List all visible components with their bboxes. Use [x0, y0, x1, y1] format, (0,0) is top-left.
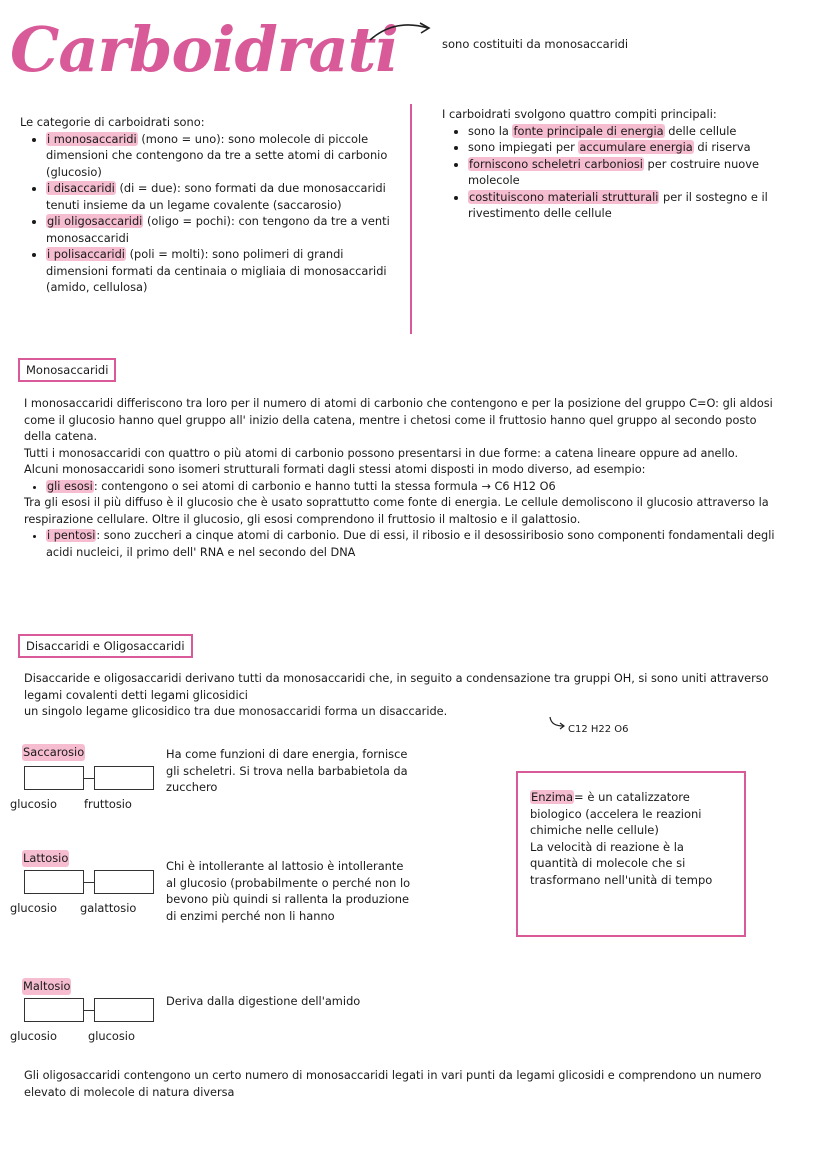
monosaccharide-box — [24, 998, 84, 1022]
disaccaride-formula: C12 H22 O6 — [568, 724, 629, 735]
sugar-label-left: glucosio — [10, 797, 57, 811]
arrow-right-icon — [368, 20, 438, 50]
functions-list — [442, 123, 782, 222]
categories-intro: Le categorie di carboidrati sono: — [20, 115, 205, 129]
sugar-description: Ha come funzioni di dare energia, fornisce gli scheletri. Si trova nella barbabietola da zucchero — [166, 747, 408, 794]
divider — [410, 104, 412, 334]
monosaccaridi-body — [24, 396, 784, 561]
list-item: • i monosaccaridi (mono = uno): sono molecole di piccole dimensioni che contengono da tre a sette atomi di carbonio (glucosio) — [46, 131, 400, 181]
categories-list — [20, 131, 400, 296]
sugar-label-right: glucosio — [88, 1029, 135, 1043]
sugar-name: Lattosio — [23, 851, 69, 865]
list-item: • sono la fonte principale di energia delle cellule — [468, 123, 782, 140]
glycosidic-bond — [84, 1010, 94, 1011]
disaccaridi-body — [24, 671, 784, 721]
footer-paragraph: Gli oligosaccaridi contengono un certo numero di monosaccaridi legati in vari punti da legami glicosidi e comprendono un numero elevato di molecole di natura diversa — [24, 1069, 762, 1099]
sugar-label-right: galattosio — [80, 901, 137, 915]
enzyme-note — [516, 771, 746, 937]
esosi-list — [24, 479, 784, 496]
list-item: • gli esosi: contengono o sei atomi di carbonio e hanno tutti la stessa formula → C6 H12 O6 — [46, 479, 784, 496]
glycosidic-bond — [84, 778, 94, 779]
list-item: • forniscono scheletri carboniosi per costruire nuove molecole — [468, 156, 782, 189]
functions-section — [442, 106, 782, 222]
paragraph: un singolo legame glicosidico tra due monosaccaridi forma un disaccaride. — [24, 705, 448, 718]
paragraph: Disaccaride e oligosaccaridi derivano tutti da monosaccaridi che, in seguito a condensazione tra gruppi OH, si sono uniti attraverso legami covalenti detti legami glicosidici — [24, 672, 769, 702]
pentosi-list — [24, 528, 784, 561]
sugar-label-left: glucosio — [10, 901, 57, 915]
paragraph: Tra gli esosi il più diffuso è il glucosio che è usato soprattutto come fonte di energia. Le cellule demoliscono il glucosio attraverso la respirazione cellulare. Oltre il glucosio, gli esosi comprendono il fruttosio il maltosio e il galattosio. — [24, 496, 769, 526]
molecule-diagram — [24, 870, 154, 894]
glycosidic-bond — [84, 882, 94, 883]
sugar-name: Saccarosio — [23, 745, 85, 759]
paragraph: I monosaccaridi differiscono tra loro per il numero di atomi di carbonio che contengono e per la posizione del gruppo C=O: gli aldosi come il glucosio hanno quel gruppo all' inizio della catena, mentre i chetosi come il fruttosio hanno quel gruppo al secondo posto della catena. — [24, 397, 773, 443]
list-item: • costituiscono materiali strutturali per il sostegno e il rivestimento delle cellule — [468, 189, 782, 222]
paragraph: Alcuni monosaccaridi sono isomeri strutturali formati dagli stessi atomi disposti in modo diverso, ad esempio: — [24, 463, 646, 476]
monosaccharide-box — [94, 766, 154, 790]
enzyme-definition: Enzima= è un catalizzatore biologico (accelera le reazioni chimiche nelle cellule) — [530, 790, 702, 837]
section-heading-monosaccaridi: Monosaccaridi — [18, 358, 116, 382]
list-item: • i pentosi: sono zuccheri a cinque atomi di carbonio. Due di essi, il ribosio e il desossiribosio sono componenti fondamentali degli acidi nucleici, il primo dell' RNA e nel secondo del DNA — [46, 528, 784, 561]
sugar-label-left: glucosio — [10, 1029, 57, 1043]
page-title: Carboidrati — [10, 13, 398, 86]
monosaccharide-box — [24, 766, 84, 790]
list-item: • i polisaccaridi (poli = molti): sono polimeri di grandi dimensioni formati da centinaia o migliaia di monosaccaridi (amido, cellulosa) — [46, 246, 400, 296]
molecule-diagram — [24, 766, 154, 790]
sugar-name: Maltosio — [23, 979, 71, 993]
reaction-speed-definition: La velocità di reazione è la quantità di molecole che si trasformano nell'unità di tempo — [530, 839, 713, 887]
functions-intro: I carboidrati svolgono quattro compiti principali: — [442, 107, 717, 121]
molecule-diagram — [24, 998, 154, 1022]
curved-arrow-icon — [548, 716, 568, 730]
page-subtitle: sono costituiti da monosaccaridi — [442, 37, 629, 51]
list-item: • i disaccaridi (di = due): sono formati da due monosaccaridi tenuti insieme da un legame covalente (saccarosio) — [46, 180, 400, 213]
paragraph: Tutti i monosaccaridi con quattro o più atomi di carbonio possono presentarsi in due forme: a catena lineare oppure ad anello. — [24, 446, 739, 460]
monosaccharide-box — [94, 998, 154, 1022]
section-heading-disaccaridi: Disaccaridi e Oligosaccaridi — [18, 634, 193, 658]
monosaccharide-box — [24, 870, 84, 894]
categories-section — [20, 114, 400, 296]
sugar-label-right: fruttosio — [84, 797, 132, 811]
list-item: • sono impiegati per accumulare energia di riserva — [468, 139, 782, 156]
sugar-description: Deriva dalla digestione dell'amido — [166, 994, 361, 1008]
list-item: • gli oligosaccaridi (oligo = pochi): con tengono da tre a venti monosaccaridi — [46, 213, 400, 246]
monosaccharide-box — [94, 870, 154, 894]
sugar-description: Chi è intollerante al lattosio è intollerante al glucosio (probabilmente o perché non lo bevono più quindi si rallenta la produzione di enzimi perché non li hanno — [166, 859, 411, 923]
